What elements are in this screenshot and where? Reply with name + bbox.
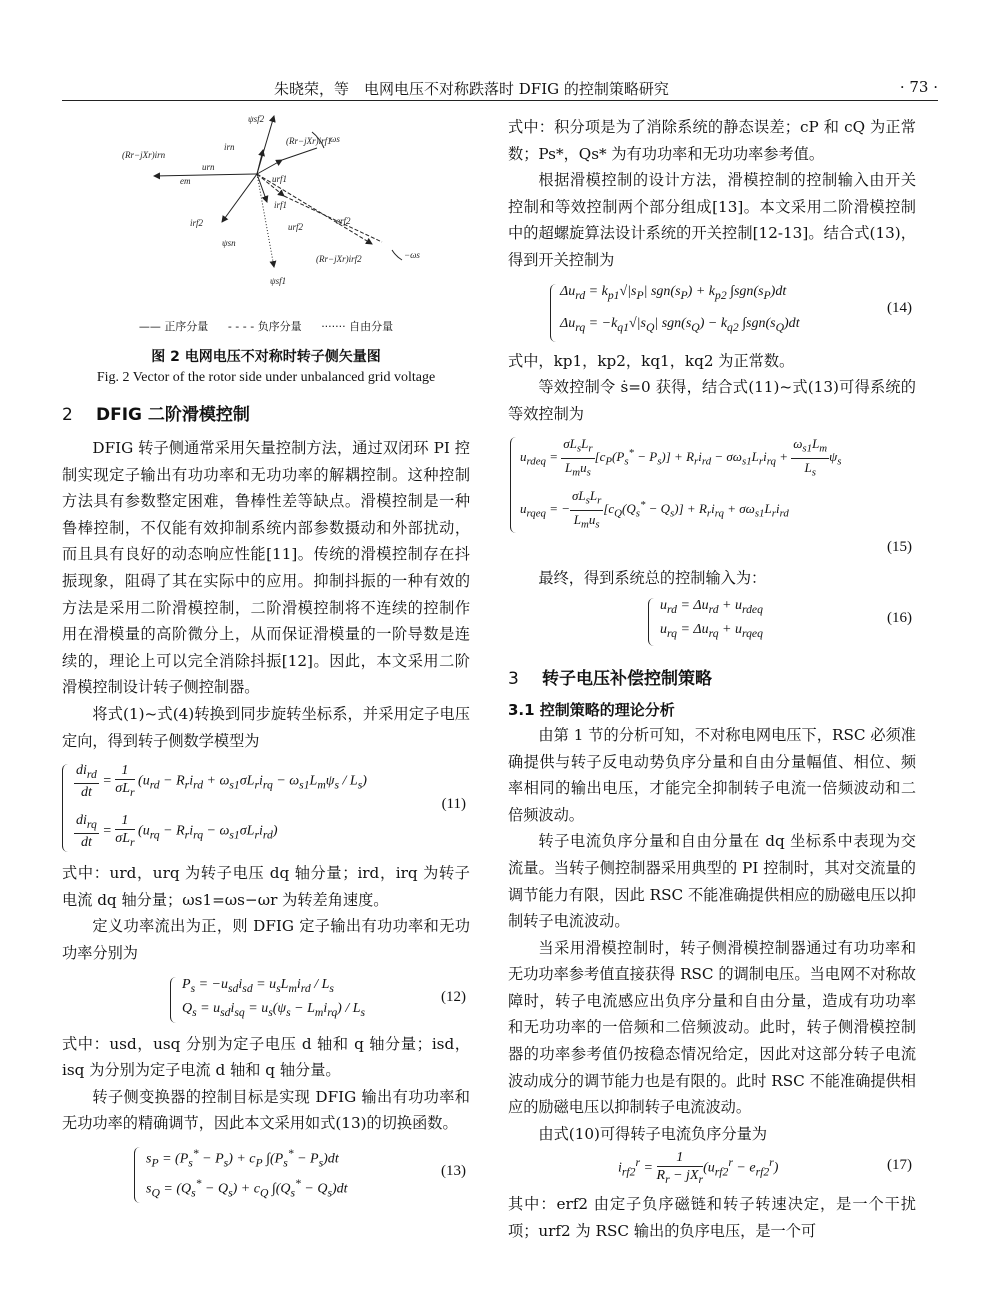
eq-number: (14) [887, 299, 912, 316]
paragraph: 式中：积分项是为了消除系统的静态误差；cP 和 cQ 为正常数；Ps*，Qs* 为有功功率和无功功率参考值。 [508, 118, 916, 163]
equation-11: $\frac{di_{rd}}{dt}$ = $\frac{1}{\sigma L_r}$ $(u_{rd} - R_ri_{rd} + \omega_{s1}\sigma L_ri_{rq} - \omega_{s1}L_m\psi_s / L_s)$ $\frac{di_{rq}}{dt}$ = $\frac{1}{\sigma L_r}$ $(u_{rq} - R_ri_{rq} - \omega_{s1}\sigma L_ri_{rd})$ (11) [62, 758, 470, 858]
fig-label: ψsf2 [248, 114, 265, 124]
fig-label: urn [202, 162, 215, 172]
page-number: · 73 · [899, 78, 938, 96]
equation-15: $u_{rdeq}$ = $\frac{\sigma L_sL_r}{L_mu_s}$ $[c_P(P_s^* - P_s)] + R_ri_{rd} - \sigma\omega_{s1}L_ri_{rq}$ + $\frac{\omega_{s1}L_m}{L_s}$ $\psi_s$ $u_{rqeq}$ = − $\frac{\sigma L_sL_r}{L_mu_s}$ $[c_Q(Q_s^* - Q_s)] + R_ri_{rq} + \sigma\omega_{s1}L_ri_{rd}$ (15) [508, 431, 916, 565]
right-column [508, 114, 916, 1245]
fig-label: irf2 [190, 218, 204, 228]
equation-16: $u_{rd} = \Delta u_{rd} + u_{rdeq}$ $u_{rq} = \Delta u_{rq} + u_{rqeq}$ (16) [508, 594, 916, 650]
legend-negative: 负序分量 [257, 320, 302, 333]
eq-number: (16) [887, 609, 912, 626]
equation-17: $i_{rf2}^r$ = $\frac{1}{R_r - jX_r}$ $(u_{rf2}^r - e_{rf2}^r)$ (17) [618, 1150, 912, 1187]
eq-number: (13) [441, 1162, 466, 1179]
equation-12: $P_s = -u_{sd}i_{sd} = u_sL_mi_{rd} / L_s$ $Q_s = u_{sd}i_{sq} = u_s(\psi_s - L_mi_{rq}) / L_s$ (12) [62, 971, 470, 1029]
paragraph: 由第 1 节的分析可知，不对称电网电压下，RSC 必须准确提供与转子反电动势负序分量和自由分量幅值、相位、频率相同的输出电压，才能完全抑制转子电流一倍频波动和二倍频波动。 [508, 725, 916, 824]
eq-number: (12) [441, 988, 466, 1005]
figure-caption-en: Fig. 2 Vector of the rotor side under unbalanced grid voltage [96, 370, 436, 385]
paragraph: 转子侧变换器的控制目标是实现 DFIG 输出有功功率和无功功率的精确调节，因此本文采用如式(13)的切换函数。 [62, 1087, 470, 1133]
section-2-heading: 2 DFIG 二阶滑模控制 [62, 405, 250, 425]
vector-diagram [62, 112, 470, 312]
figure-2 [62, 112, 470, 344]
eq-number: (17) [887, 1157, 912, 1174]
fig-label: erf2 [336, 216, 351, 226]
paragraph: DFIG 转子侧通常采用矢量控制方法，通过双闭环 PI 控制实现定子输出有功功率和无功功率的解耦控制。这种控制方法具有参数整定困难，鲁棒性差等缺点。滑模控制是一种鲁棒控制，不仅能有效抑制系统内部参数摄动和外部扰动，而且具有良好的动态响应性能[11]。传统的滑模控制存在抖振现象，阻碍了其在实际中的应用。抑制抖振的一种有效的方法是采用二阶滑模控制，二阶滑模控制将不连续的控制作用在滑模量的高阶微分上，从而保证滑模量的一阶导数是连续的，理论上可以完全消除抖振[12]。因此，本文采用二阶滑模控制设计转子侧控制器。 [62, 439, 470, 697]
fig-label: irn [224, 142, 235, 152]
equation-13: $s_P = (P_s^* - P_s) + c_P$ $\int(P_s^* - P_s)dt$ $s_Q = (Q_s^* - Q_s) + c_Q$ $\int(Q_s^* - Q_s)dt$ (13) [62, 1141, 470, 1209]
paragraph: 其中：erf2 由定子负序磁链和转子转速决定，是一个干扰项；urf2 为 RSC 输出的负序电压，是一个可 [508, 1195, 916, 1241]
page-header [62, 76, 938, 101]
legend-free: 自由分量 [349, 320, 394, 333]
running-title: 朱晓荣，等 电网电压不对称跌落时 DFIG 的控制策略研究 [274, 80, 669, 98]
fig-label: urf1 [272, 174, 288, 184]
paragraph: 当采用滑模控制时，转子侧滑模控制器通过有功功率和无功功率参考值直接获得 RSC 的调制电压。当电网不对称故障时，转子电流感应出负序分量和自由分量，造成有功功率和无功功率的一倍频和二倍频波动。此时，转子侧滑模控制器的功率参考值仍按稳态情况给定，因此对这部分转子电流波动成分的调节能力也是有限的。此时 RSC 不能准确提供相应的励磁电压以抑制转子电流波动。 [508, 938, 916, 1117]
legend-positive: 正序分量 [164, 320, 209, 333]
paragraph: 根据滑模控制的设计方法，滑模控制的控制输入由开关控制和等效控制两个部分组成[13]。本文采用二阶滑模控制中的超螺旋算法设计系统的开关控制[12-13]。结合式(13)，得到开关控制为 [508, 171, 916, 269]
figure-caption-zh: 图 2 电网电压不对称时转子侧矢量图 [151, 349, 381, 365]
eq-number: (15) [887, 539, 912, 556]
fig-label: (Rr−jXr)irn [122, 150, 166, 160]
fig-label: irf1 [274, 200, 288, 210]
fig-label: ψsf1 [270, 276, 287, 286]
fig-label: (Rr−jXr)irf2 [316, 254, 362, 264]
fig-label: −ωs [404, 250, 420, 260]
paragraph: 由式(10)可得转子电流负序分量为 [538, 1124, 768, 1143]
fig-label: em [180, 176, 191, 186]
paragraph: 式中：urd，urq 为转子电压 dq 轴分量；ird，irq 为转子电流 dq 轴分量；ωs1=ωs−ωr 为转差角速度。 [62, 864, 470, 909]
paragraph: 式中，kp1，kp2，kq1，kq2 为正常数。 [508, 351, 795, 370]
paragraph: 定义功率流出为正，则 DFIG 定子输出有功功率和无功功率分别为 [62, 917, 470, 962]
equation-14: $\Delta u_{rd} = k_{p1}√|s_P|$ $sgn(s_P) + k_{p2}$ $\int sgn(s_P)dt$ $\Delta u_{rq} = -k_{q1}√|s_Q|$ $sgn(s_Q) - k_{q2}$ $\int sgn(s_Q)dt$ (14) [508, 278, 916, 348]
eq-number: (11) [441, 796, 466, 813]
paragraph: 将式(1)~式(4)转换到同步旋转坐标系，并采用定子电压定向，得到转子侧数学模型为 [62, 704, 470, 750]
fig-label: ωs [330, 134, 340, 144]
fig-label: urf2 [288, 222, 304, 232]
section-3-1-heading: 3.1 控制策略的理论分析 [508, 700, 675, 719]
paragraph: 式中：usd，usq 分别为定子电压 d 轴和 q 轴分量；isd，isq 为分别为定子电流 d 轴和 q 轴分量。 [62, 1034, 470, 1080]
paragraph: 转子电流负序分量和自由分量在 dq 坐标系中表现为交流量。当转子侧控制器采用典型的 PI 控制时，其对交流量的调节能力有限，因此 RSC 不能准确提供相应的励磁电压以抑制转子电流波动。 [508, 832, 916, 931]
fig-label: (Rr−jXr)irf1 [286, 136, 332, 146]
figure-legend: —— 正序分量 - - - - 负序分量 ······· 自由分量 [138, 320, 394, 333]
fig-label: ψsn [222, 238, 236, 248]
paragraph: 等效控制令 ṡ=0 获得，结合式(11)~式(13)可得系统的等效控制为 [508, 378, 916, 423]
section-3-heading: 3 转子电压补偿控制策略 [508, 668, 712, 689]
left-column [62, 112, 470, 1209]
paragraph: 最终，得到系统总的控制输入为： [538, 569, 767, 588]
